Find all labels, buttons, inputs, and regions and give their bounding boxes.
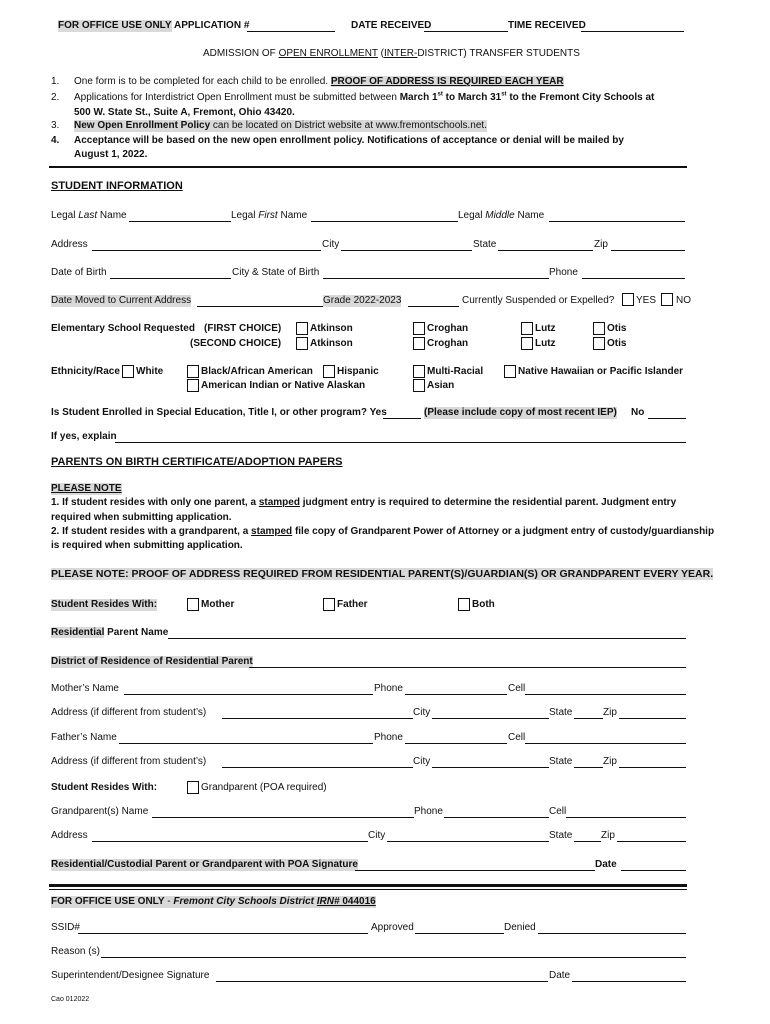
if-yes-explain-field[interactable] xyxy=(115,442,686,443)
special-ed-yes-field[interactable] xyxy=(383,418,421,419)
suspended-label: Currently Suspended or Expelled? xyxy=(462,295,615,306)
second-choice-label: (SECOND CHOICE) xyxy=(190,338,282,349)
father-city-label: City xyxy=(413,756,431,767)
superintendent-signature-label: Superintendent/Designee Signature xyxy=(51,970,210,981)
zip-label: Zip xyxy=(594,239,608,250)
first-choice-otis-checkbox[interactable] xyxy=(593,322,605,335)
please-note-label: PLEASE NOTE xyxy=(51,483,122,494)
instruction-number: 4. xyxy=(51,135,60,146)
legal-last-name-field[interactable] xyxy=(129,221,231,222)
time-received-label: TIME RECEIVED xyxy=(508,20,586,31)
yes-label: YES xyxy=(636,295,657,306)
grandparent-address-field[interactable] xyxy=(92,841,368,842)
mother-checkbox[interactable] xyxy=(187,598,199,611)
superintendent-date-label: Date xyxy=(549,970,571,981)
application-number-label: APPLICATION # xyxy=(174,20,250,31)
black-label: Black/African American xyxy=(201,366,313,377)
grandparent-zip-field[interactable] xyxy=(617,841,686,842)
instruction-2: Applications for Interdistrict Open Enrollment must be submitted between March 1st to March 31st to the Fremont City Schools at xyxy=(74,91,655,103)
american-indian-label: American Indian or Native Alaskan xyxy=(201,380,366,391)
signature-date-field[interactable] xyxy=(621,870,686,871)
date-of-birth-field[interactable] xyxy=(110,278,231,279)
note-2: 2. If student resides with a grandparent, a stamped file copy of Grandparent Power of Attorney or a judgment entry of custody/guardianship xyxy=(51,526,715,537)
grandparent-phone-label: Phone xyxy=(414,806,443,817)
residential-parent-name-label: Residential Parent Name xyxy=(51,627,169,638)
instruction-2-address: 500 W. State St., Suite A, Fremont, Ohio 43420. xyxy=(74,107,295,118)
special-ed-label: Is Student Enrolled in Special Education, Title I, or other program? Yes xyxy=(51,407,387,418)
suspended-no-checkbox[interactable] xyxy=(661,293,673,306)
father-zip-field[interactable] xyxy=(619,767,686,768)
time-received-field[interactable] xyxy=(581,31,684,32)
instruction-number: 1. xyxy=(51,76,60,87)
office-use-footer-label: FOR OFFICE USE ONLY - Fremont City Schools District IRN# 044016 xyxy=(51,896,376,907)
reason-field[interactable] xyxy=(101,957,686,958)
superintendent-signature-field[interactable] xyxy=(216,981,548,982)
approved-label: Approved xyxy=(371,922,414,933)
school-option: Croghan xyxy=(427,338,469,349)
father-address-field[interactable] xyxy=(222,767,413,768)
grandparent-zip-label: Zip xyxy=(601,830,615,841)
grandparents-name-field[interactable] xyxy=(152,817,414,818)
grandparent-address-label: Address xyxy=(51,830,88,841)
signature-date-label: Date xyxy=(595,859,617,870)
special-ed-no-field[interactable] xyxy=(648,418,686,419)
grade-label: Grade 2022-2023 xyxy=(323,295,402,306)
city-state-birth-label: City & State of Birth xyxy=(232,267,320,278)
application-number-field[interactable] xyxy=(247,31,335,32)
fathers-name-field[interactable] xyxy=(119,743,373,744)
mother-label: Mother xyxy=(201,599,235,610)
grandparent-label: Grandparent (POA required) xyxy=(201,782,327,793)
father-zip-label: Zip xyxy=(603,756,617,767)
hispanic-checkbox[interactable] xyxy=(323,365,335,378)
date-received-label: DATE RECEIVED xyxy=(351,20,432,31)
mother-address-label: Address (if different from student’s) xyxy=(51,707,207,718)
note-1-cont: required when submitting application. xyxy=(51,512,232,523)
instruction-number: 2. xyxy=(51,92,60,103)
first-choice-label: (FIRST CHOICE) xyxy=(204,323,282,334)
divider-thick xyxy=(49,884,687,887)
resides-with-grandparent-label: Student Resides With: xyxy=(51,782,158,793)
signature-field[interactable] xyxy=(355,870,595,871)
district-residence-field[interactable] xyxy=(249,667,686,668)
mother-phone-field[interactable] xyxy=(405,694,507,695)
grandparent-cell-label: Cell xyxy=(549,806,567,817)
mother-phone-label: Phone xyxy=(374,683,403,694)
mother-zip-field[interactable] xyxy=(619,718,686,719)
both-checkbox[interactable] xyxy=(458,598,470,611)
form-code: Cao 012022 xyxy=(51,996,90,1003)
mother-city-label: City xyxy=(413,707,431,718)
ssid-field[interactable] xyxy=(78,933,368,934)
second-choice-croghan-checkbox[interactable] xyxy=(413,337,425,350)
hispanic-label: Hispanic xyxy=(337,366,379,377)
father-label: Father xyxy=(337,599,368,610)
mother-cell-field[interactable] xyxy=(525,694,686,695)
note-1: 1. If student resides with only one parent, a stamped judgment entry is required to determine the residential parent. Judgment entry xyxy=(51,497,677,508)
mother-city-field[interactable] xyxy=(432,718,549,719)
ssid-label: SSID# xyxy=(51,922,80,933)
legal-last-name-label: Legal Last Name xyxy=(51,210,127,221)
school-option: Atkinson xyxy=(310,338,353,349)
form-title: ADMISSION OF OPEN ENROLLMENT (INTER-DISTRICT) TRANSFER STUDENTS xyxy=(203,48,580,59)
american-indian-checkbox[interactable] xyxy=(187,379,199,392)
state-label: State xyxy=(473,239,497,250)
legal-first-name-label: Legal First Name xyxy=(231,210,308,221)
denied-field[interactable] xyxy=(538,933,686,934)
both-label: Both xyxy=(472,599,495,610)
ethnicity-label: Ethnicity/Race xyxy=(51,366,120,377)
instruction-3: New Open Enrollment Policy can be located on District website at www.fremontschools.net. xyxy=(74,120,487,131)
father-address-label: Address (if different from student’s) xyxy=(51,756,207,767)
father-city-field[interactable] xyxy=(432,767,549,768)
legal-middle-name-label: Legal Middle Name xyxy=(458,210,545,221)
father-phone-field[interactable] xyxy=(405,743,507,744)
resides-with-label: Student Resides With: xyxy=(51,599,158,610)
parents-heading: PARENTS ON BIRTH CERTIFICATE/ADOPTION PAPERS xyxy=(51,456,343,468)
mother-state-label: State xyxy=(549,707,573,718)
grandparent-city-field[interactable] xyxy=(387,841,549,842)
asian-label: Asian xyxy=(427,380,455,391)
approved-field[interactable] xyxy=(415,933,504,934)
zip-field[interactable] xyxy=(611,250,685,251)
instruction-1: One form is to be completed for each child to be enrolled. PROOF OF ADDRESS IS REQUIRED EACH YEAR xyxy=(74,76,564,87)
school-option: Otis xyxy=(607,338,627,349)
district-residence-label: District of Residence of Residential Parent xyxy=(51,656,253,667)
address-label: Address xyxy=(51,239,88,250)
white-label: White xyxy=(136,366,164,377)
address-field[interactable] xyxy=(92,250,321,251)
grandparent-checkbox[interactable] xyxy=(187,781,199,794)
suspended-yes-checkbox[interactable] xyxy=(622,293,634,306)
multi-racial-label: Multi-Racial xyxy=(427,366,484,377)
divider xyxy=(49,166,687,168)
instruction-number: 3. xyxy=(51,120,60,131)
date-moved-field[interactable] xyxy=(197,306,323,307)
father-cell-field[interactable] xyxy=(525,743,686,744)
if-yes-explain-label: If yes, explain xyxy=(51,431,117,442)
father-checkbox[interactable] xyxy=(323,598,335,611)
special-ed-no-label: No xyxy=(631,407,645,418)
proof-address-banner: PLEASE NOTE: PROOF OF ADDRESS REQUIRED FROM RESIDENTIAL PARENT(S)/GUARDIAN(S) OR GRANDPARENT EVERY YEAR. xyxy=(51,568,714,580)
father-state-field[interactable] xyxy=(574,767,603,768)
mother-cell-label: Cell xyxy=(508,683,526,694)
father-state-label: State xyxy=(549,756,573,767)
father-phone-label: Phone xyxy=(374,732,403,743)
reason-label: Reason (s) xyxy=(51,946,100,957)
no-label: NO xyxy=(676,295,691,306)
school-option: Otis xyxy=(607,323,627,334)
mother-state-field[interactable] xyxy=(574,718,603,719)
grandparents-name-label: Grandparent(s) Name xyxy=(51,806,149,817)
date-moved-label: Date Moved to Current Address xyxy=(51,295,192,306)
mothers-name-label: Mother’s Name xyxy=(51,683,119,694)
divider-thin xyxy=(49,889,687,890)
legal-middle-name-field[interactable] xyxy=(549,221,685,222)
date-received-field[interactable] xyxy=(424,31,508,32)
superintendent-date-field[interactable] xyxy=(572,981,686,982)
city-label: City xyxy=(322,239,340,250)
note-2-cont: is required when submitting application. xyxy=(51,540,243,551)
second-choice-lutz-checkbox[interactable] xyxy=(521,337,533,350)
grandparent-phone-field[interactable] xyxy=(444,817,549,818)
denied-label: Denied xyxy=(504,922,536,933)
city-state-birth-field[interactable] xyxy=(323,278,549,279)
grade-field[interactable] xyxy=(408,306,459,307)
school-option: Atkinson xyxy=(310,323,353,334)
city-field[interactable] xyxy=(341,250,472,251)
first-choice-atkinson-checkbox[interactable] xyxy=(296,322,308,335)
white-checkbox[interactable] xyxy=(122,365,134,378)
instruction-4: Acceptance will be based on the new open enrollment policy. Notifications of acceptance or denial will be mailed by xyxy=(74,135,624,146)
fathers-name-label: Father’s Name xyxy=(51,732,117,743)
first-choice-lutz-checkbox[interactable] xyxy=(521,322,533,335)
school-requested-label: Elementary School Requested xyxy=(51,323,195,334)
phone-field[interactable] xyxy=(582,278,685,279)
black-checkbox[interactable] xyxy=(187,365,199,378)
grandparent-city-label: City xyxy=(368,830,386,841)
first-choice-croghan-checkbox[interactable] xyxy=(413,322,425,335)
hawaiian-label: Native Hawaiian or Pacific Islander xyxy=(518,366,684,377)
phone-label: Phone xyxy=(549,267,578,278)
school-option: Lutz xyxy=(535,323,556,334)
mothers-name-field[interactable] xyxy=(124,694,373,695)
school-option: Croghan xyxy=(427,323,469,334)
state-field[interactable] xyxy=(498,250,593,251)
signature-label: Residential/Custodial Parent or Grandparent with POA Signature xyxy=(51,859,358,870)
second-choice-atkinson-checkbox[interactable] xyxy=(296,337,308,350)
office-use-label: FOR OFFICE USE ONLY xyxy=(58,20,172,31)
second-choice-otis-checkbox[interactable] xyxy=(593,337,605,350)
school-option: Lutz xyxy=(535,338,556,349)
mother-address-field[interactable] xyxy=(222,718,413,719)
father-cell-label: Cell xyxy=(508,732,526,743)
hawaiian-checkbox[interactable] xyxy=(504,365,516,378)
residential-parent-name-field[interactable] xyxy=(168,638,686,639)
iep-note: (Please include copy of most recent IEP) xyxy=(424,407,617,418)
instruction-4-date: August 1, 2022. xyxy=(74,149,148,160)
mother-zip-label: Zip xyxy=(603,707,617,718)
multi-racial-checkbox[interactable] xyxy=(413,365,425,378)
student-info-heading: STUDENT INFORMATION xyxy=(51,180,183,192)
grandparent-cell-field[interactable] xyxy=(566,817,686,818)
date-of-birth-label: Date of Birth xyxy=(51,267,107,278)
grandparent-state-field[interactable] xyxy=(574,841,601,842)
grandparent-state-label: State xyxy=(549,830,573,841)
asian-checkbox[interactable] xyxy=(413,379,425,392)
legal-first-name-field[interactable] xyxy=(311,221,458,222)
